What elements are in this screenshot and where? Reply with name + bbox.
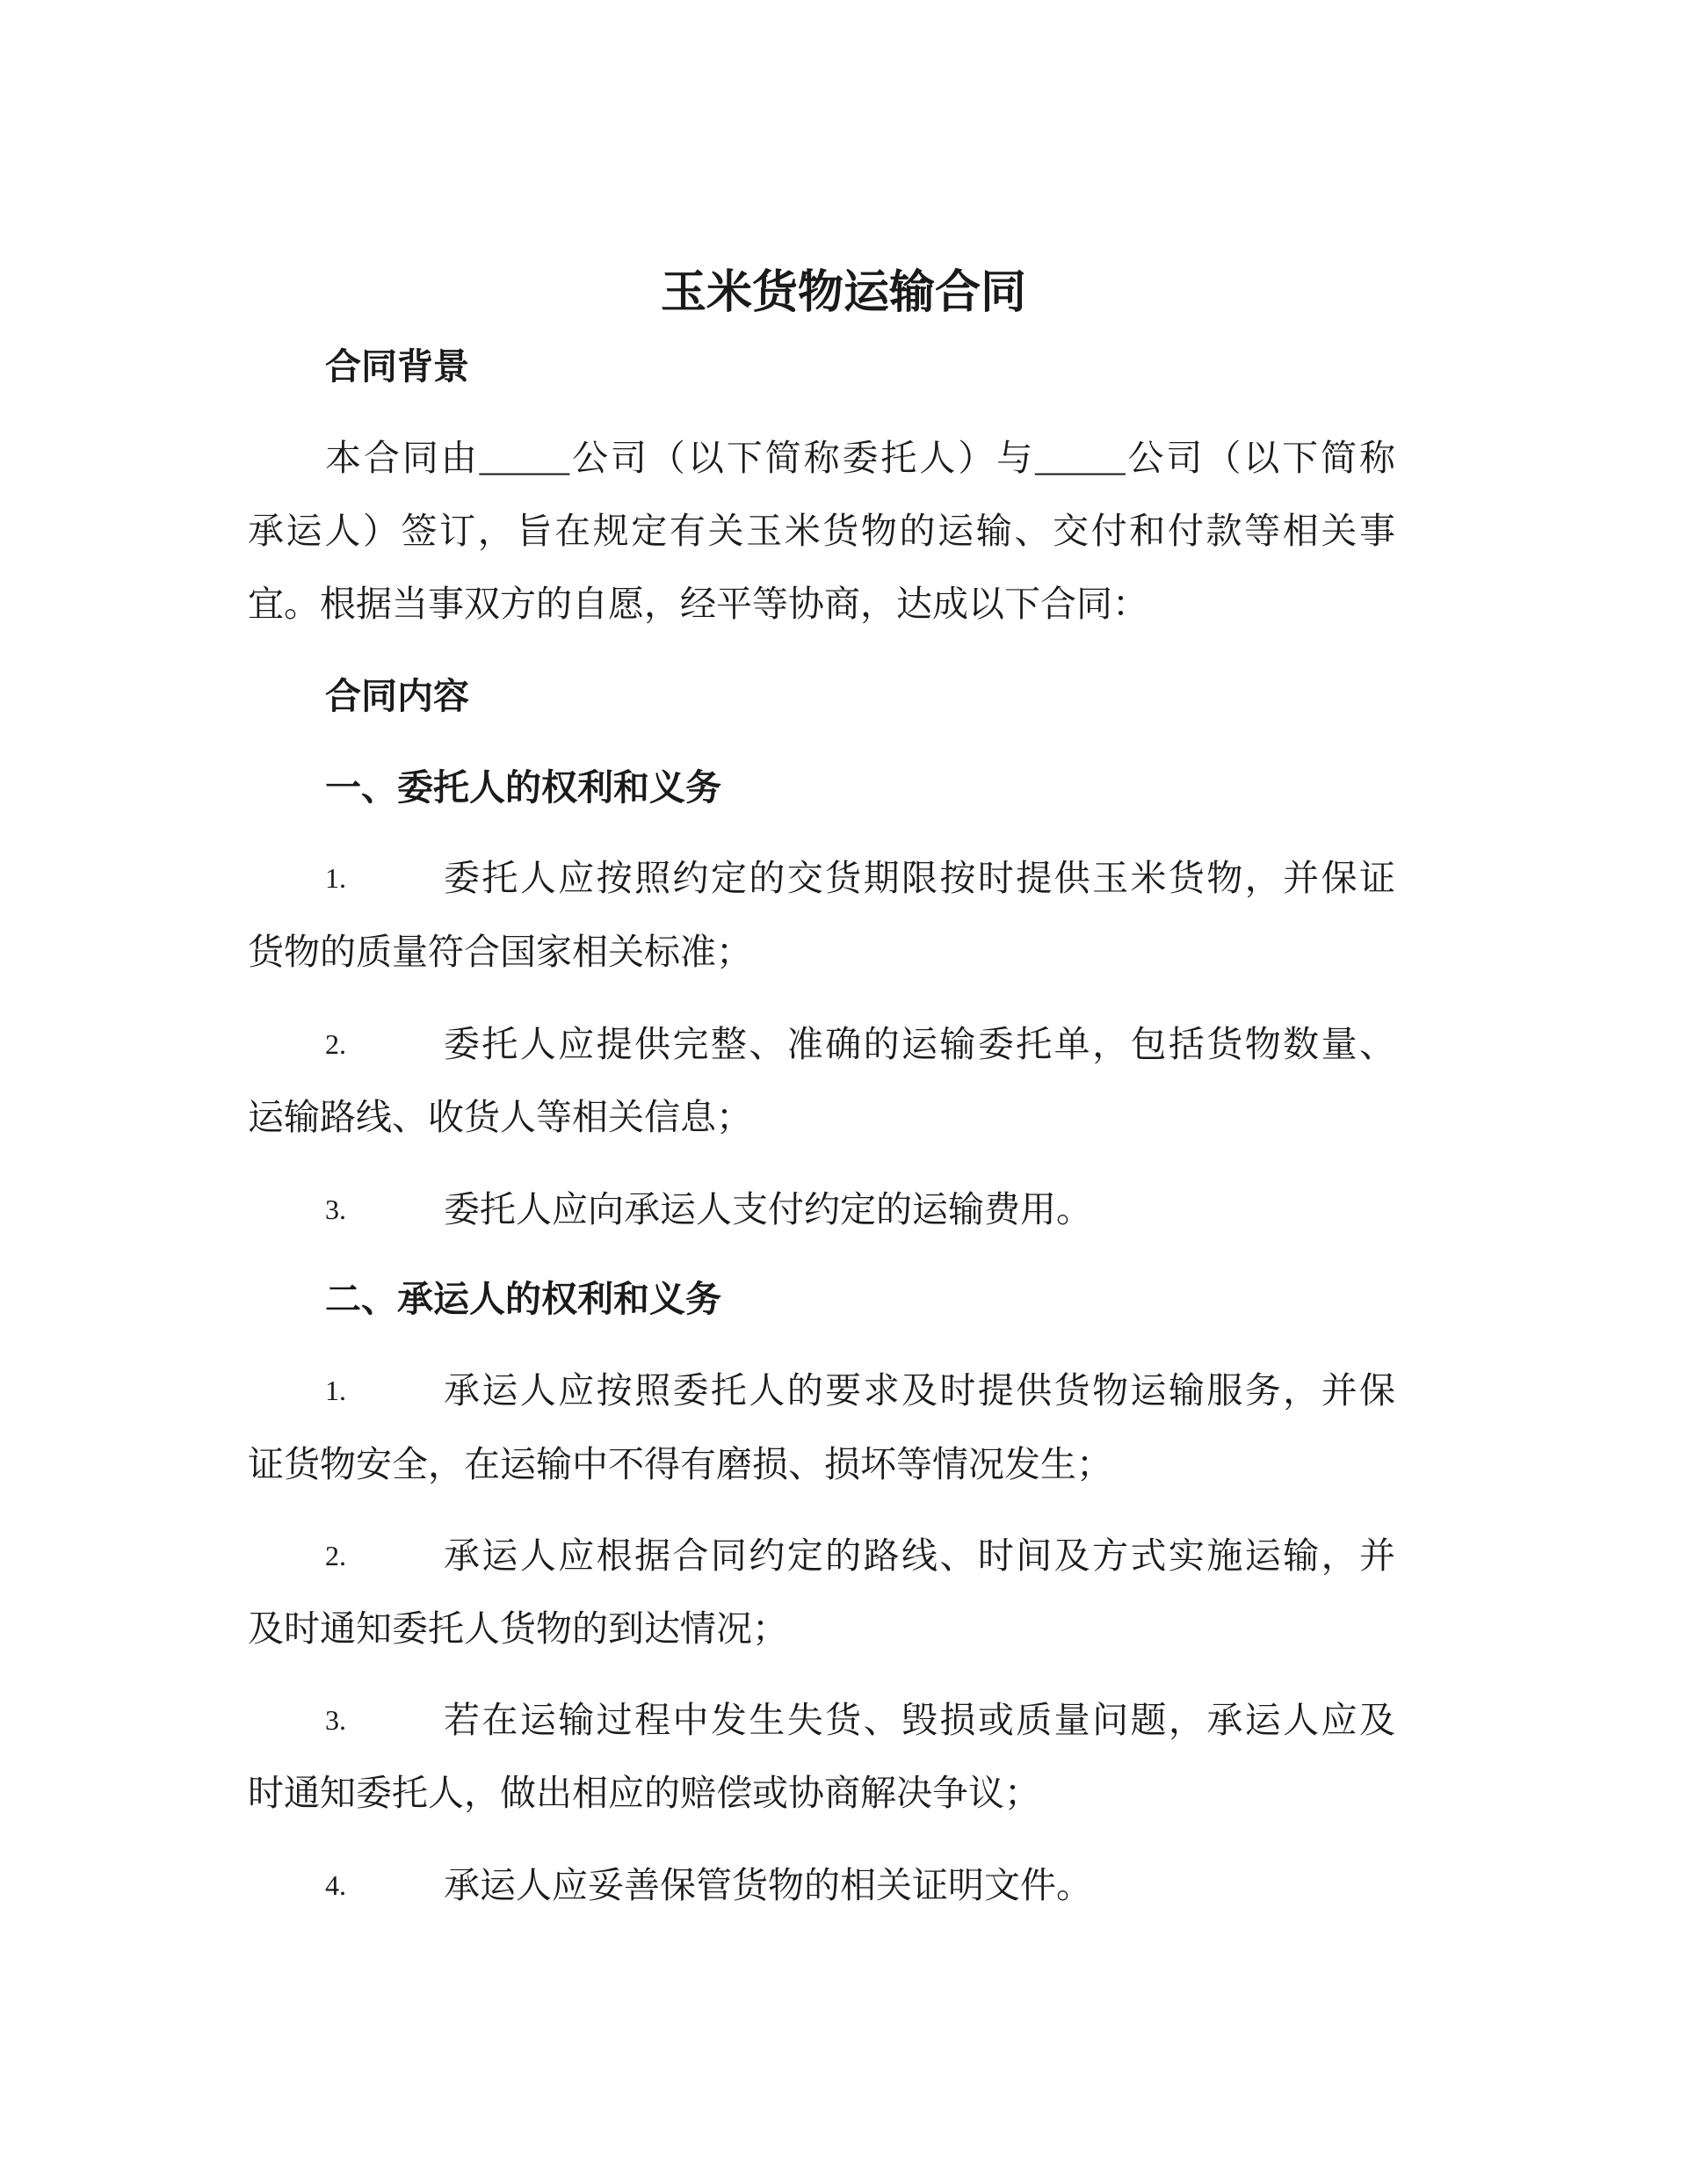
item-line: 承运人应妥善保管货物的相关证明文件。 [444,1865,1092,1905]
item-line: 若在运输过程中发生失货、毁损或质量问题，承运人应及 [444,1700,1395,1740]
item-line: 委托人应向承运人支付约定的运输费用。 [444,1189,1092,1230]
section-heading: 一、委托人的权利和义务 [325,767,721,808]
item-number: 4. [325,1869,346,1901]
item-line: 运输路线、收货人等相关信息； [248,1097,752,1137]
background-line: 本合同由_____公司（以下简称委托人）与_____公司（以下简称 [325,438,1395,478]
section-heading: 二、承运人的权利和义务 [325,1279,721,1319]
document-title: 玉米货物运输合同 [660,268,1026,318]
background-line: 宜。根据当事双方的自愿，经平等协商，达成以下合同： [248,584,1148,624]
item-line: 时通知委托人，做出相应的赔偿或协商解决争议； [248,1773,1040,1813]
item-line: 承运人应根据合同约定的路线、时间及方式实施运输，并 [444,1535,1395,1576]
item-line: 及时通知委托人货物的到达情况； [248,1608,788,1649]
item-line: 货物的质量符合国家相关标准； [248,932,752,972]
item-number: 2. [325,1540,346,1571]
content-heading: 合同内容 [325,676,469,716]
background-heading: 合同背景 [325,346,469,387]
item-line: 委托人应按照约定的交货期限按时提供玉米货物，并保证 [444,858,1395,898]
item-line: 证货物安全，在运输中不得有磨损、损坏等情况发生； [248,1444,1112,1484]
item-number: 1. [325,1375,346,1406]
item-number: 3. [325,1704,346,1736]
item-number: 1. [325,862,346,894]
item-line: 委托人应提供完整、准确的运输委托单，包括货物数量、 [444,1024,1395,1064]
item-number: 2. [325,1028,346,1060]
item-number: 3. [325,1194,346,1225]
background-line: 承运人）签订，旨在规定有关玉米货物的运输、交付和付款等相关事 [248,511,1395,551]
item-line: 承运人应按照委托人的要求及时提供货物运输服务，并保 [444,1370,1395,1411]
